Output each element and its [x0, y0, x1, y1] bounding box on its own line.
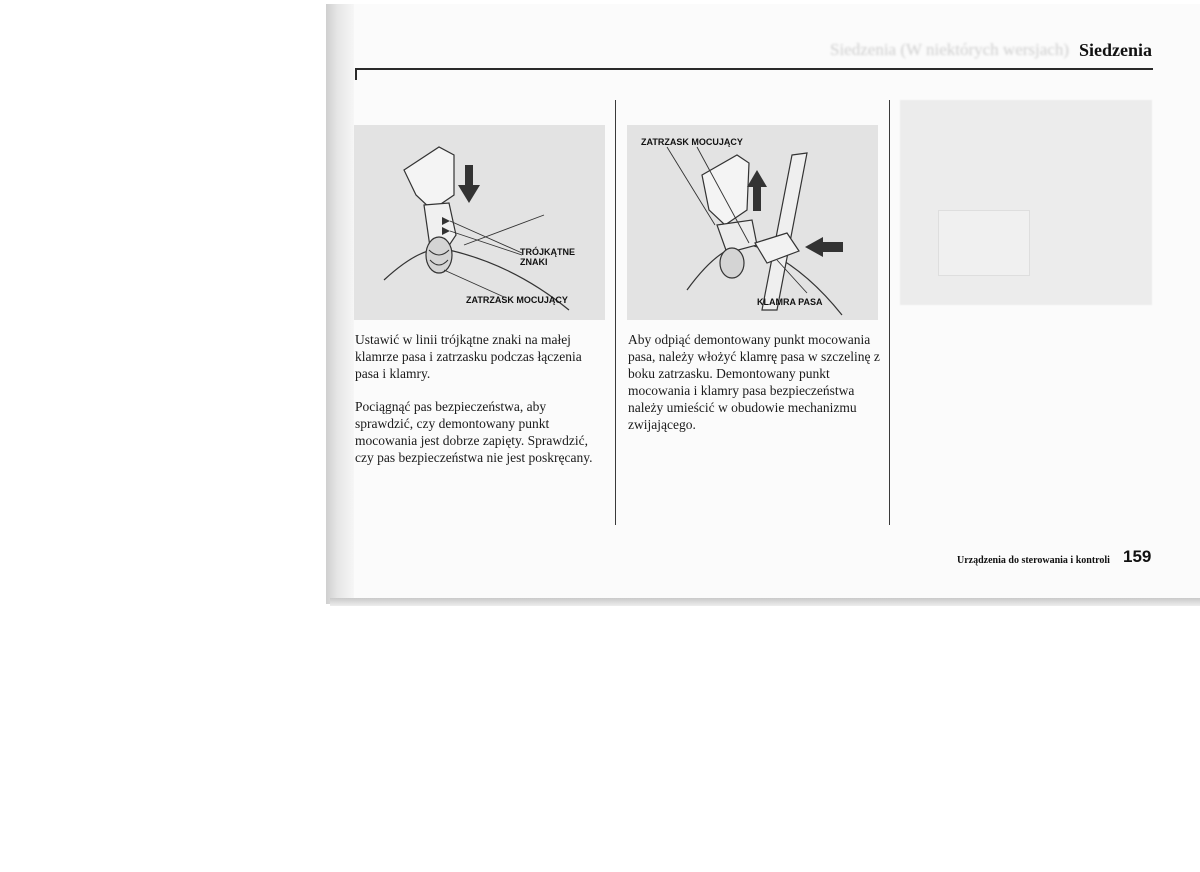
callout-anchor-clasp-right: ZATRZASK MOCUJĄCY	[641, 137, 743, 147]
book-spine-shadow	[326, 4, 354, 604]
footer-chapter-label: Urządzenia do sterowania i kontroli	[957, 555, 1110, 566]
text-column-right	[628, 331, 880, 449]
seatbelt-attach-illustration	[354, 125, 605, 320]
header-rule-corner	[355, 68, 357, 80]
section-title: Siedzenia	[1078, 40, 1152, 60]
callout-belt-buckle: KLAMRA PASA	[757, 297, 823, 307]
text-column-left	[355, 331, 605, 482]
seatbelt-detach-illustration	[627, 125, 878, 320]
bleed-through-inset	[938, 210, 1030, 276]
callout-anchor-clasp-left: ZATRZASK MOCUJĄCY	[466, 295, 568, 305]
callout-triangle-marks: TRÓJKĄTNE ZNAKI	[520, 247, 576, 267]
page-number: 159	[1123, 547, 1152, 566]
instruction-paragraph-2: Pociągnąć pas bezpieczeństwa, aby sprawdzić, czy demontowany punkt mocowania jest dobrze zapięty. Sprawdzić, czy pas bezpieczeństwa nie jest poskręcany.	[355, 399, 593, 465]
instruction-paragraph-3: Aby odpiąć demontowany punkt mocowania pasa, należy włożyć klamrę pasa w szczelinę z boku zatrzasku. Demontowany punkt mocowania i klamry pasa bezpieczeństwa należy umieścić w obudowie mechanizmu zwijającego.	[628, 332, 880, 432]
header-rule	[355, 68, 1153, 70]
column-divider-2	[889, 100, 890, 525]
instruction-paragraph-1: Ustawić w linii trójkątne znaki na małej klamrze pasa i zatrzasku podczas łączenia pasa i klamry.	[355, 332, 582, 381]
bleed-through-header: Siedzenia (W niektórych wersjach)	[830, 40, 1070, 59]
column-divider-1	[615, 100, 616, 525]
figure-seatbelt-attach	[354, 125, 605, 320]
figure-seatbelt-detach	[627, 125, 878, 320]
page-bottom-edge	[330, 598, 1200, 606]
